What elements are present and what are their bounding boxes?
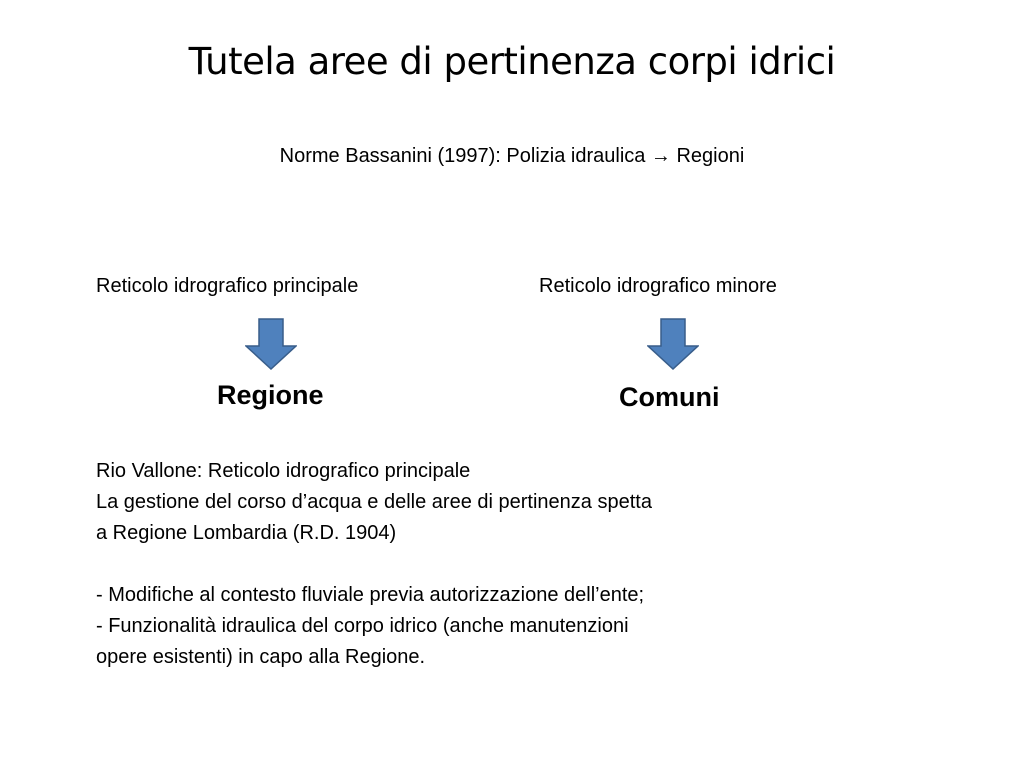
- body-line: - Funzionalità idraulica del corpo idrico (anche manutenzioni: [96, 615, 629, 637]
- left-network-label: Reticolo idrografico principale: [96, 275, 359, 297]
- body-line: La gestione del corso d’acqua e delle aree di pertinenza spetta: [96, 491, 652, 513]
- slide-subtitle: Norme Bassanini (1997): Polizia idraulica → Regioni: [279, 145, 745, 167]
- body-text: [96, 456, 856, 673]
- body-line: opere esistenti) in capo alla Regione.: [96, 646, 426, 668]
- right-authority: Comuni: [619, 382, 720, 412]
- left-authority: Regione: [217, 380, 324, 410]
- down-arrow-icon: [647, 318, 699, 370]
- body-line: Rio Vallone: Reticolo idrografico principale: [96, 460, 471, 482]
- right-network-label: Reticolo idrografico minore: [539, 275, 777, 297]
- body-line: a Regione Lombardia (R.D. 1904): [96, 522, 397, 544]
- body-line: - Modifiche al contesto fluviale previa autorizzazione dell’ente;: [96, 584, 645, 606]
- paragraph-spacer: [96, 549, 856, 580]
- slide-title: Tutela aree di pertinenza corpi idrici: [188, 40, 836, 83]
- down-arrow-icon: [245, 318, 297, 370]
